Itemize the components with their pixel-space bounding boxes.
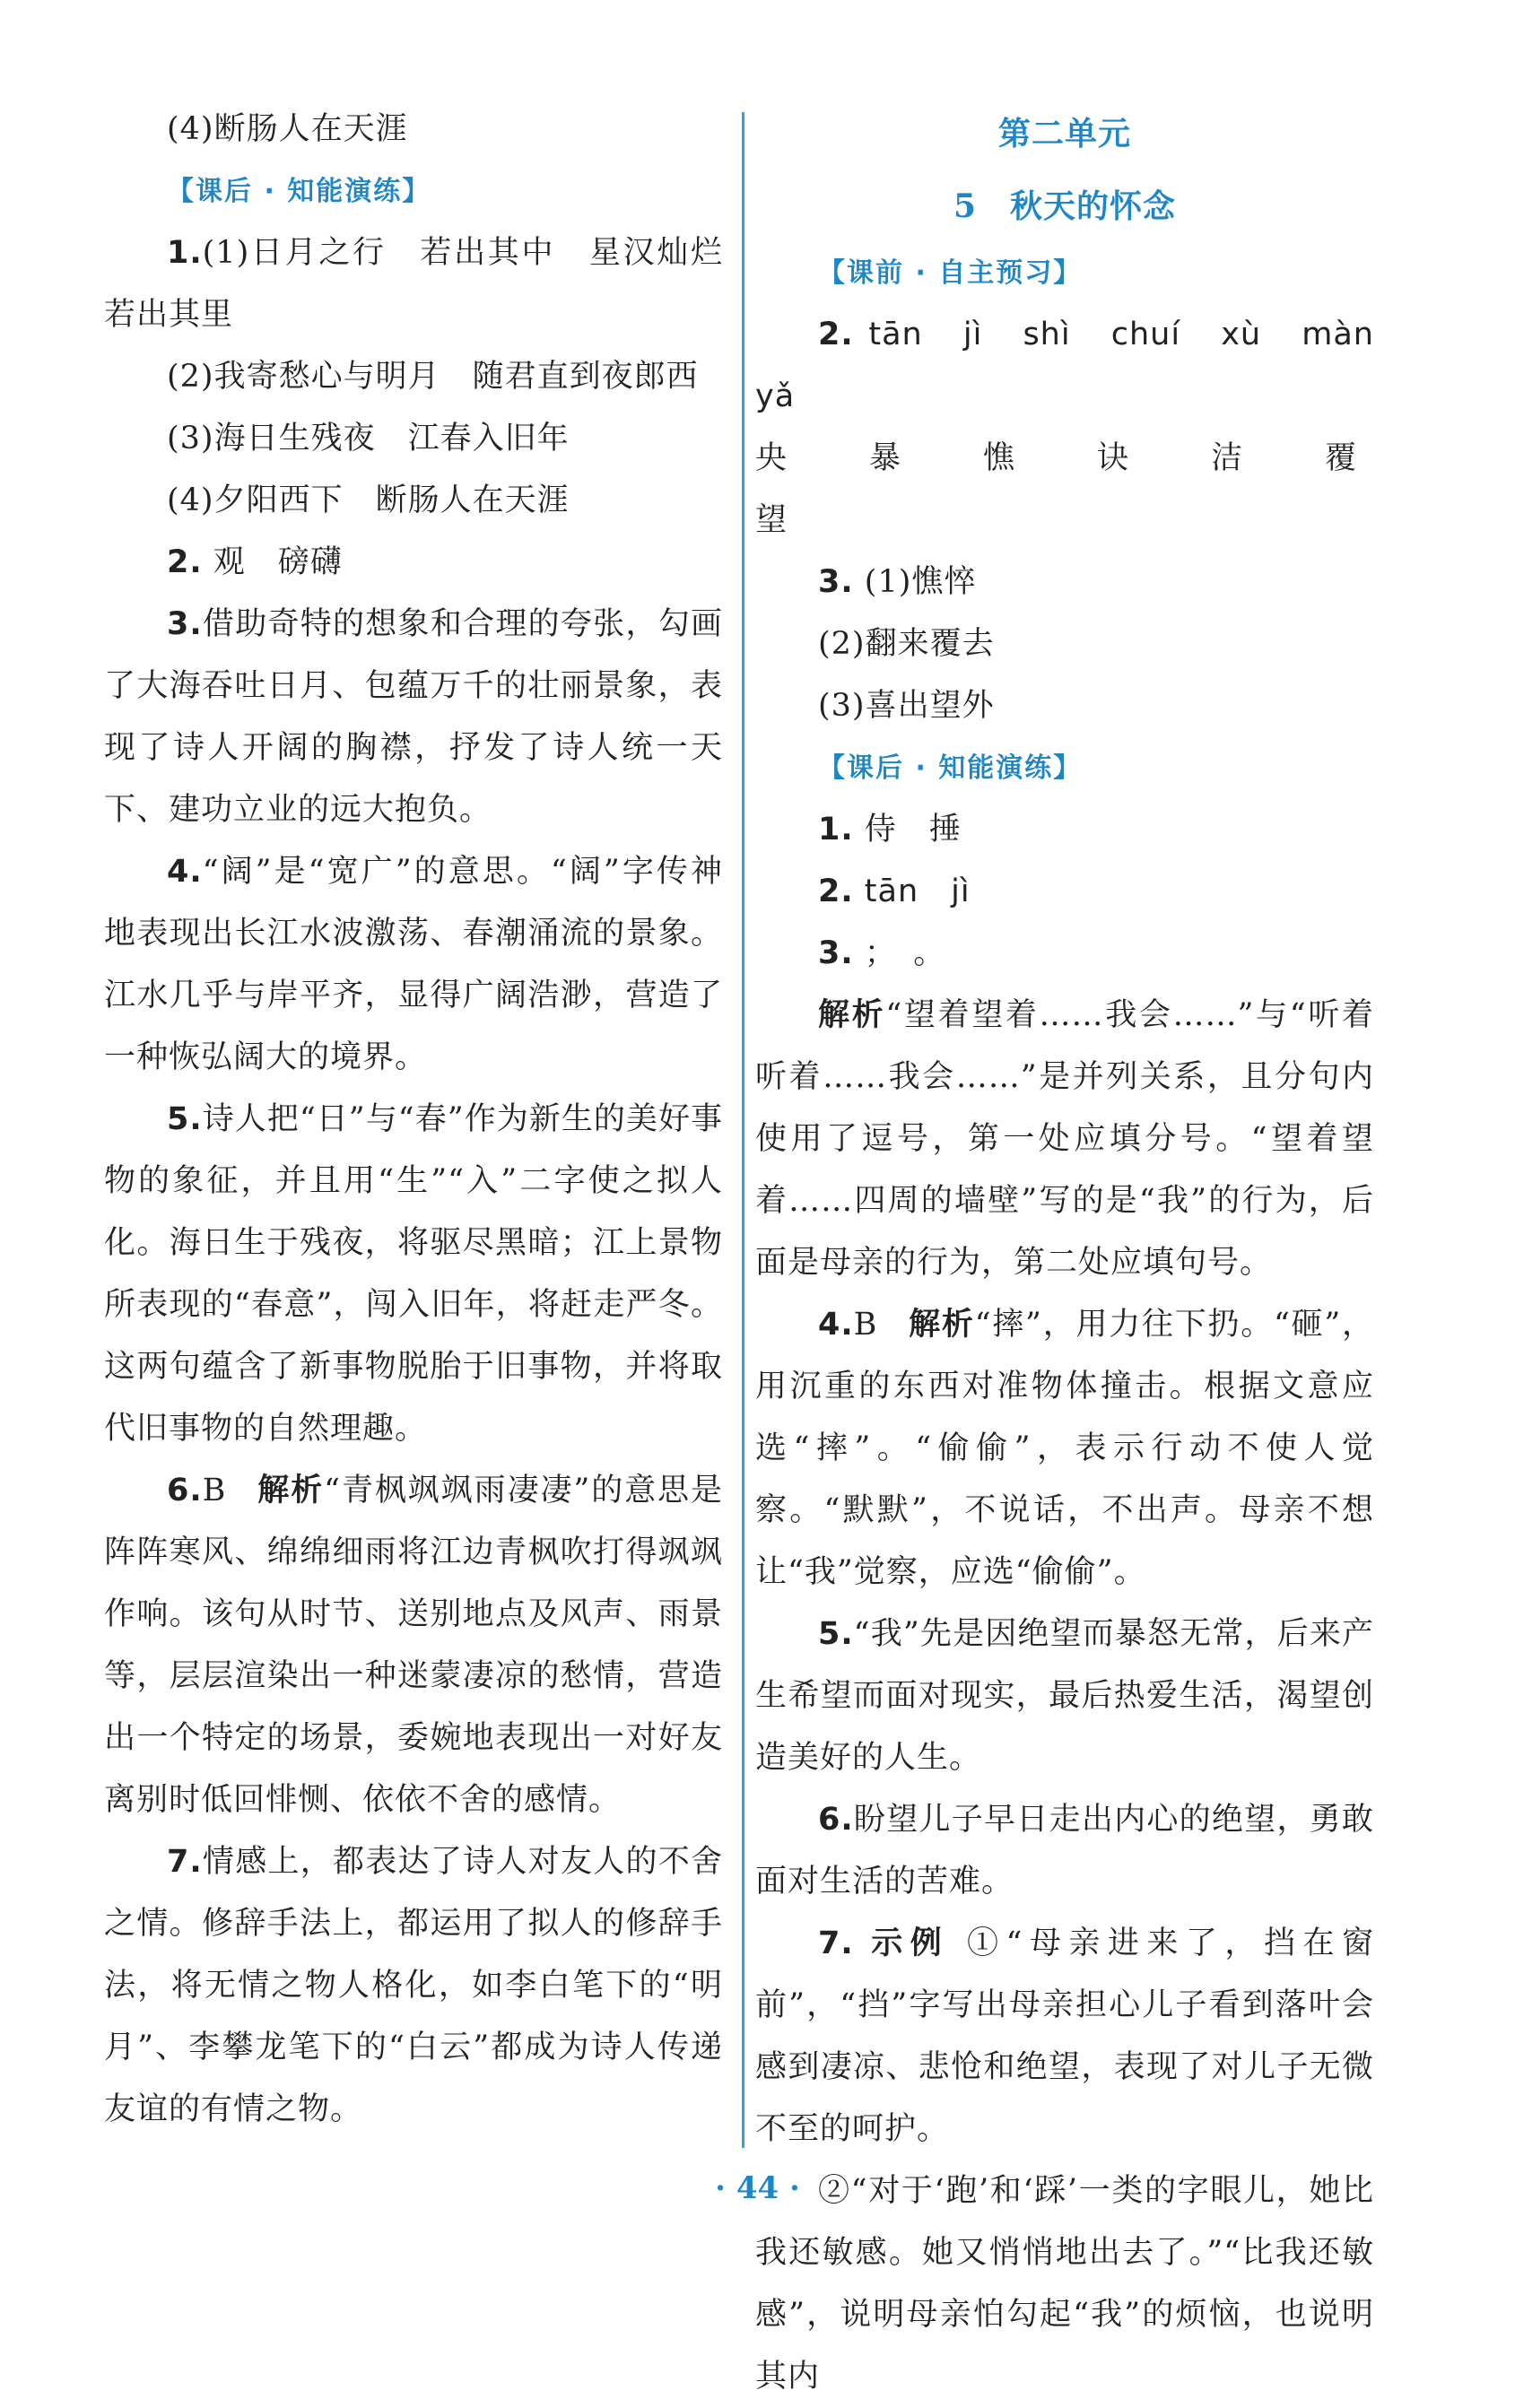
analysis-3 <box>755 985 1374 1294</box>
answer-text: ； 。 <box>864 935 946 971</box>
question-1 <box>104 222 723 346</box>
answer-choice: B <box>202 1473 227 1508</box>
question-number: 2. <box>818 874 854 909</box>
analysis-label: 解析 <box>257 1473 325 1508</box>
question-number: 5. <box>818 1616 854 1652</box>
question-5 <box>104 1089 723 1460</box>
answer-line: (3)喜出望外 <box>818 688 995 724</box>
question-number: 1. <box>167 235 203 271</box>
column-divider <box>742 112 744 2148</box>
question-number: 4. <box>818 1307 854 1343</box>
answer-text: (1)憔悴 <box>864 564 977 600</box>
analysis-label: 解析 <box>908 1307 975 1343</box>
question-2-pinyin <box>755 304 1406 428</box>
answer-text: tān jì <box>864 874 971 909</box>
question-3 <box>104 594 723 841</box>
answer-line: (2)翻来覆去 <box>818 626 995 662</box>
question-6 <box>104 1460 723 1831</box>
answer-text: “阔”是“宽广”的意思。“阔”字传神地表现出长江水波激荡、春潮涌流的景象。江水几乎与岸平齐，显得广阔浩渺，营造了一种恢弘阔大的境界。 <box>104 854 723 1075</box>
answer-line: (4)断肠人在天涯 <box>167 111 408 147</box>
question-3-words <box>755 552 1374 613</box>
answer-text: 侍 捶 <box>864 812 962 848</box>
question-number: 2. <box>818 317 854 352</box>
question-number: 6. <box>167 1473 203 1508</box>
question-number: 3. <box>818 935 854 971</box>
section-tag-after-class: 【课后 · 知能演练】 <box>818 752 1083 784</box>
question-number: 2. <box>167 544 203 580</box>
question-number: 5. <box>167 1101 203 1137</box>
answer-text: 情感上，都表达了诗人对友人的不舍之情。修辞手法上，都运用了拟人的修辞手法，将无情之物人格化，如李白笔下的“明月”、李攀龙笔下的“白云”都成为诗人传递友谊的有情之物。 <box>104 1844 723 2127</box>
answer-text: ①“母亲进来了，挡在窗前”，“挡”字写出母亲担心儿子看到落叶会感到凄凉、悲怆和绝望，表现了对儿子无微不至的呵护。 <box>755 1926 1374 2147</box>
question-4 <box>104 841 723 1089</box>
question-number: 7. <box>818 1926 854 1961</box>
section-tag-before-class: 【课前 · 自主预习】 <box>818 257 1083 289</box>
answer-line: (4)夕阳西下 断肠人在天涯 <box>167 482 570 518</box>
lesson-title: 5 秋天的怀念 <box>953 187 1177 225</box>
question-3 <box>755 923 1374 985</box>
answer-line: (3)海日生残夜 江春入旧年 <box>167 421 570 456</box>
question-1 <box>755 799 1374 861</box>
question-number: 3. <box>167 606 203 642</box>
answer-choice: B <box>853 1307 878 1343</box>
analysis-text: “青枫飒飒雨凄凄”的意思是阵阵寒风、绵绵细雨将江边青枫吹打得飒飒作响。该句从时节、送别地点及风声、雨景等，层层渲染出一种迷蒙凄凉的愁情，营造出一个特定的场景，委婉地表现出一对好友离别时低回悱恻、依依不舍的感情。 <box>104 1473 723 1818</box>
analysis-text: “摔”，用力往下扔。“砸”，用沉重的东西对准物体撞击。根据文意应选“摔”。“偷偷”，表示行动不使人觉察。“默默”，不说话，不出声。母亲不想让“我”觉察，应选“偷偷”。 <box>755 1307 1374 1590</box>
question-7 <box>755 1913 1374 2160</box>
analysis-label: 解析 <box>818 997 886 1033</box>
answer-text: “我”先是因绝望而暴怒无常，后来产生希望而面对现实，最后热爱生活，渴望创造美好的人生。 <box>755 1616 1374 1776</box>
question-number: 7. <box>167 1844 203 1880</box>
question-number: 4. <box>167 854 203 890</box>
question-number: 1. <box>818 812 854 848</box>
question-number: 3. <box>818 564 854 600</box>
answer-line: (2)我寄愁心与明月 随君直到夜郎西 <box>167 359 699 395</box>
question-6 <box>755 1789 1374 1913</box>
right-column <box>755 99 1406 2408</box>
question-7 <box>104 1831 723 2141</box>
analysis-text: “望着望着……我会……”与“听着听着……我会……”是并列关系，且分句内使用了逗号，第一处应填分号。“望着望着……四周的墙壁”写的是“我”的行为，后面是母亲的行为，第二处应填句号。 <box>755 997 1374 1281</box>
question-2 <box>104 532 723 594</box>
question-5 <box>755 1604 1374 1789</box>
answer-text: 诗人把“日”与“春”作为新生的美好事物的象征，并且用“生”“入”二字使之拟人化。海日生于残夜，将驱尽黑暗；江上景物所表现的“春意”，闯入旧年，将赶走严冬。这两句蕴含了新事物脱胎于旧事物，并将取代旧事物的自然理趣。 <box>104 1101 723 1447</box>
question-2 <box>755 861 1374 923</box>
unit-title: 第二单元 <box>997 116 1131 152</box>
question-4 <box>755 1294 1374 1604</box>
page-number: · 44 · <box>715 2170 800 2206</box>
answer-text: (1)日月之行 若出其中 星汉灿烂若出其里 <box>104 235 723 333</box>
pinyin-answers: tān jì shì chuí xù màn yǎ <box>755 317 1406 414</box>
question-number: 6. <box>818 1802 854 1838</box>
answer-text: 观 磅礴 <box>213 544 343 580</box>
answer-text: 借助奇特的想象和合理的夸张，勾画了大海吞吐日月、包蕴万千的壮丽景象，表现了诗人开阔的胸襟，抒发了诗人统一天下、建功立业的远大抱负。 <box>104 606 723 828</box>
answer-text: 盼望儿子早日走出内心的绝望，勇敢面对生活的苦难。 <box>755 1802 1374 1899</box>
answer-text-continued: ②“对于‘跑’和‘踩’一类的字眼儿，她比我还敏感。她又悄悄地出去了。”“比我还敏感”，说明母亲怕勾起“我”的烦恼，也说明其内 <box>755 2173 1374 2395</box>
left-column <box>104 99 723 2141</box>
character-answers: 央 暴 憔 诀 洁 覆 望 <box>755 440 1374 538</box>
section-tag-after-class: 【课后 · 知能演练】 <box>167 176 431 207</box>
example-label: 示例 <box>871 1926 950 1961</box>
